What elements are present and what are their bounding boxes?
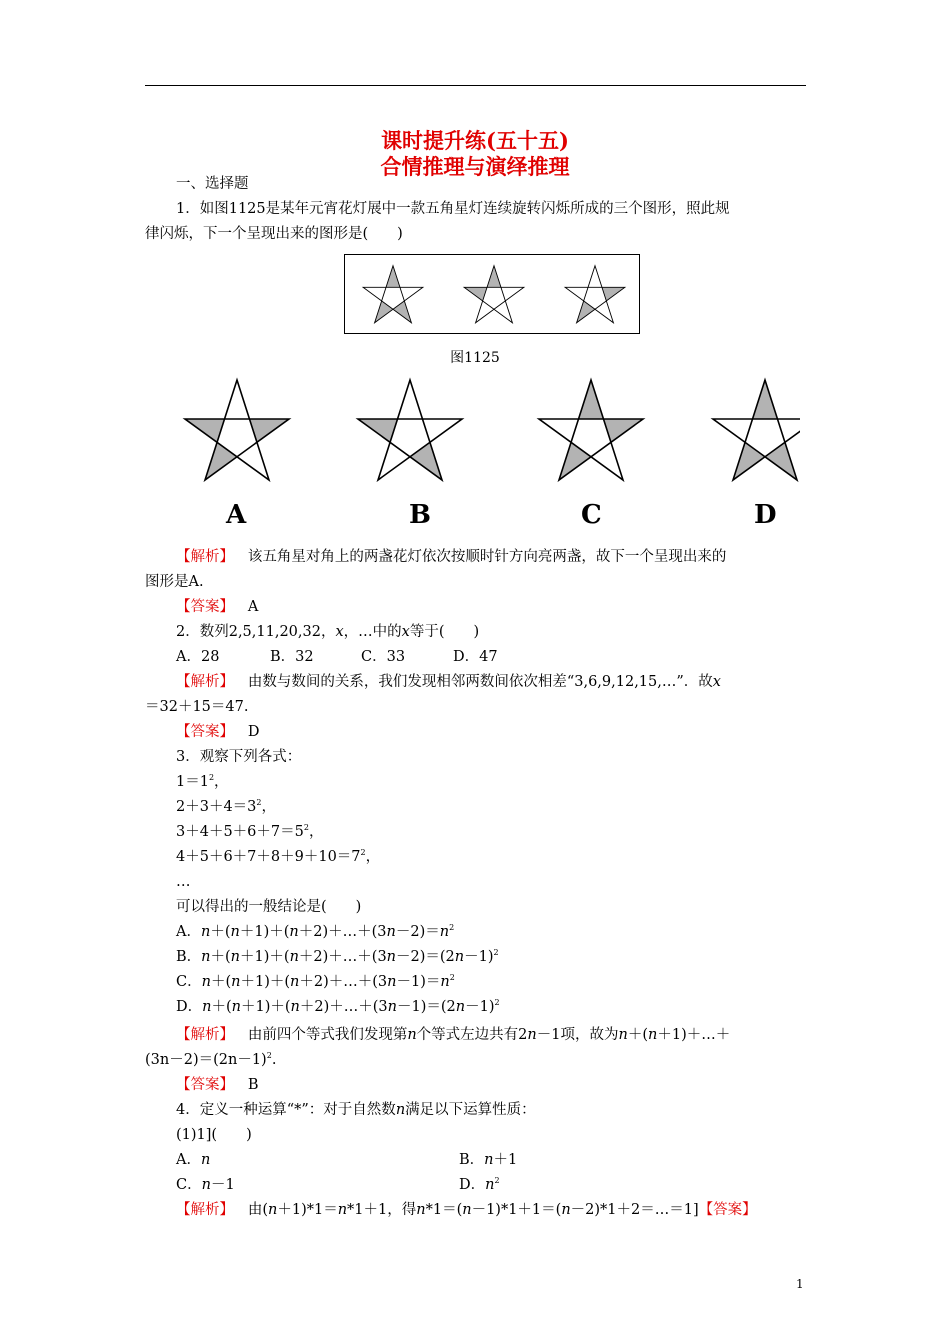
option-d-label: D [754, 500, 777, 530]
q2-option-b: B．32 [270, 649, 314, 665]
q3-analysis-line2: $(3n-2)=(2n-1)^2$. [145, 1051, 277, 1068]
q3-option-a: A．$n+(n+1)+(n+2)+\dots+(3n-2)=n^2$ [176, 923, 455, 940]
q2-answer: 【答案】 D [176, 724, 260, 740]
q2-option-d: D．47 [453, 649, 498, 665]
q2-stem: 2．数列2,5,11,20,32，x，…中的x等于( ) [176, 624, 480, 640]
q1-analysis-line2: 图形是A. [145, 574, 204, 590]
q4-option-b: B．n＋1 [459, 1152, 518, 1168]
page-title: 课时提升练(五十五) [381, 128, 569, 153]
q4-option-d: D．$n^2$ [459, 1176, 500, 1193]
fig-star-2 [464, 266, 524, 323]
answer-tag: 【答案】 [176, 599, 234, 615]
q4-stem: 4．定义一种运算“*”：对于自然数n满足以下运算性质： [176, 1102, 536, 1118]
q3-eq4: $4+5+6+7+8+9+10=7^2$， [176, 848, 381, 865]
q3-eq3: $3+4+5+6+7=5^2$， [176, 823, 324, 840]
q1-option-stars [180, 372, 800, 492]
q4-option-a: A．n [176, 1152, 211, 1168]
q3-option-d: D．$n+(n+1)+(n+2)+\dots+(3n-1)=(2n-1)^2$ [176, 998, 500, 1015]
q1-answer [176, 597, 258, 617]
section-heading: 一、选择题 [176, 176, 249, 192]
q1-analysis-text: 该五角星对角上的两盏花灯依次按顺时针方向亮两盏，故下一个呈现出来的 [247, 549, 727, 565]
option-b-star [358, 380, 462, 480]
option-b-label: B [409, 500, 431, 530]
q3-ask: 可以得出的一般结论是( ) [176, 899, 362, 915]
page-subtitle: 合情推理与演绎推理 [380, 154, 570, 179]
page-number: 1 [796, 1277, 804, 1291]
q3-answer: 【答案】 B [176, 1077, 259, 1093]
q3-eq2: $2+3+4=3^2$， [176, 798, 276, 815]
q2-analysis: 【解析】 由数与数间的关系，我们发现相邻两数间依次相差“3,6,9,12,15,…”．故x [176, 674, 721, 690]
q2-option-a: A．28 [176, 649, 220, 665]
q1-stem-line2: 律闪烁，下一个呈现出来的图形是( ) [145, 226, 403, 242]
q1-stem-line1: 1．如图1125是某年元宵花灯展中一款五角星灯连续旋转闪烁所成的三个图形，照此规 [176, 201, 730, 217]
q2-option-c: C．33 [361, 649, 406, 665]
option-c-star [539, 380, 643, 480]
q3-option-c: C．$n+(n+1)+(n+2)+\dots+(3n-1)=n^2$ [176, 973, 455, 990]
q3-option-b: B．$n+(n+1)+(n+2)+\dots+(3n-2)=(2n-1)^2$ [176, 948, 499, 965]
q2-analysis-line2: ＝32＋15＝47. [145, 699, 249, 715]
q4-line2: (1)1]( ) [176, 1127, 252, 1143]
q3-stem: 3．观察下列各式： [176, 749, 302, 765]
option-c-label: C [581, 500, 602, 530]
q1-figure-caption: 图1125 [450, 350, 500, 366]
q1-analysis [176, 547, 726, 567]
option-d-star [713, 380, 800, 480]
q1-figure-stars [345, 255, 641, 335]
fig-star-1 [363, 266, 423, 323]
q4-analysis: 【解析】 由(n＋1)*1＝n*1＋1，得n*1＝(n－1)*1＋1＝(n－2)*1＋2＝…＝1]【答案】 [176, 1202, 757, 1218]
q1-figure-box [344, 254, 640, 334]
option-a-star [185, 380, 289, 480]
fig-star-3 [565, 266, 625, 323]
q1-answer-value: A [247, 599, 259, 615]
option-a-label: A [226, 500, 247, 530]
q4-option-c: C．n－1 [176, 1177, 235, 1193]
q3-ellipsis: … [176, 874, 191, 890]
analysis-tag: 【解析】 [176, 549, 234, 565]
q3-analysis: 【解析】 由前四个等式我们发现第n个等式左边共有2n－1项，故为n＋(n＋1)＋…＋ [176, 1027, 731, 1043]
q3-eq1: $1=1^2$， [176, 773, 229, 790]
header-rule [145, 85, 806, 86]
